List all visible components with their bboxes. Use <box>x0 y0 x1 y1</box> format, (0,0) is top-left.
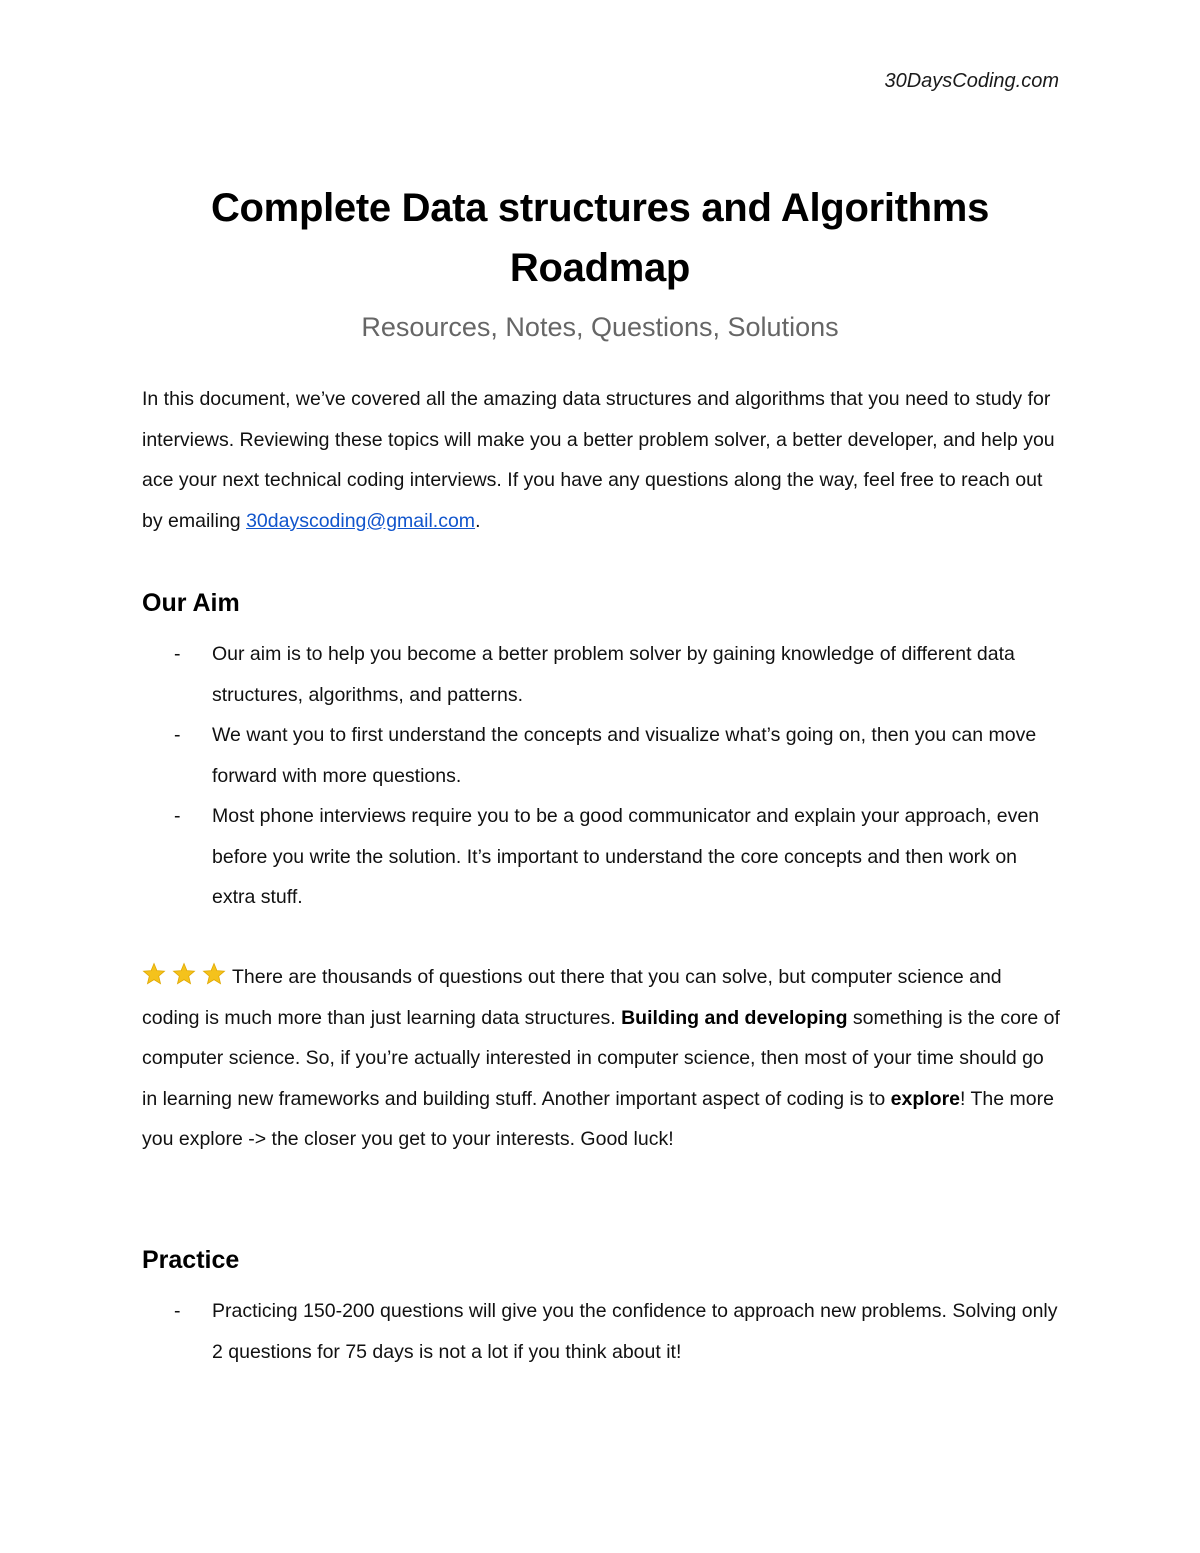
stars-bold-1: Building and developing <box>621 1006 848 1029</box>
aim-item-text: We want you to first understand the concepts and visualize what’s going on, then you can move forward with more questions. <box>212 724 1037 787</box>
stars-text-2: something is the core of computer science. So, if you’re actually interested in computer science, then most of your time should go in learning new frameworks and building stuff. Another important aspect of coding is to <box>142 1006 1060 1110</box>
list-item <box>142 1291 1062 1372</box>
stars-paragraph <box>142 957 1062 1160</box>
aim-item-text: Most phone interviews require you to be a good communicator and explain your approach, even before you write the solution. It’s important to understand the core concepts and then work on extra stuff. <box>212 805 1040 908</box>
star-icon <box>172 962 196 986</box>
dash-bullet: - <box>174 1300 181 1322</box>
list-item <box>142 715 1062 796</box>
page-subtitle: Resources, Notes, Questions, Solutions <box>361 312 839 342</box>
stars-bold-2: explore <box>890 1087 961 1110</box>
stars-text-1: There are thousands of questions out there that you can solve, but computer science and coding is much more than just learning data structures. <box>142 966 1002 1029</box>
page-title <box>120 178 1080 298</box>
intro-paragraph <box>142 379 1062 541</box>
intro-end: . <box>475 509 481 532</box>
practice-item-text: Practicing 150-200 questions will give you the confidence to approach new problems. Solving only 2 questions for 75 days is not a lot if you think about it! <box>212 1300 1058 1363</box>
stars-text-3: ! The more you explore -> the closer you get to your interests. Good luck! <box>142 1087 1054 1150</box>
email-link[interactable]: 30dayscoding@gmail.com <box>246 509 476 532</box>
intro-text: In this document, we’ve covered all the amazing data structures and algorithms that you need to study for interviews. Reviewing these topics will make you a better problem solver, a better developer, and help you ace your next technical coding interviews. If you have any questions along the way, feel free to reach out by emailing <box>142 388 1055 532</box>
aim-list <box>142 634 1062 918</box>
aim-heading: Our Aim <box>142 589 240 617</box>
list-item <box>142 796 1062 918</box>
dash-bullet: - <box>174 643 181 665</box>
practice-list <box>142 1291 1062 1372</box>
aim-item-text: Our aim is to help you become a better problem solver by gaining knowledge of different data structures, algorithms, and patterns. <box>212 643 1015 706</box>
title-line-1: Complete Data structures and Algorithms <box>210 186 990 230</box>
site-header: 30DaysCoding.com <box>884 70 1059 92</box>
star-icon <box>142 962 166 986</box>
list-item <box>142 634 1062 715</box>
star-icon <box>202 962 226 986</box>
title-line-2: Roadmap <box>509 246 691 290</box>
dash-bullet: - <box>174 724 181 746</box>
dash-bullet: - <box>174 805 181 827</box>
practice-heading: Practice <box>142 1246 240 1274</box>
